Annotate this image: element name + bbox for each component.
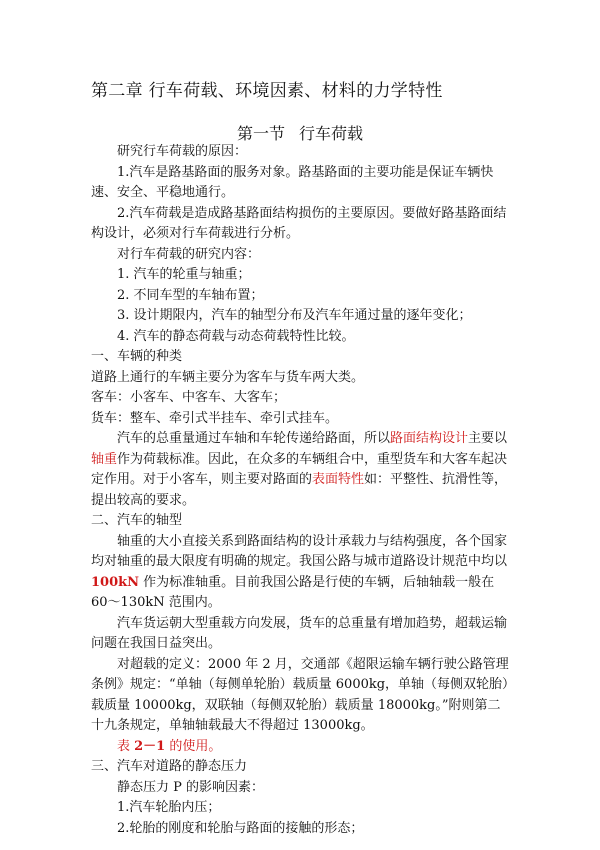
paragraph: 1.汽车是路基路面的服务对象。路基路面的主要功能是保证车辆快速、安全、平稳地通行。	[91, 164, 494, 200]
paragraph: 静态压力 P 的影响因素：	[117, 779, 265, 795]
text-run: 轴重的大小直接关系到路面结构的设计承载力与结构强度，各个国家均对轴重的最大限度有明确的规定。我国公路与城市道路设计规范中均以	[91, 533, 508, 569]
list-item: 4. 汽车的静态荷载与动态荷载特性比较。	[117, 328, 355, 344]
document-body	[91, 142, 511, 839]
text-run: 的使用。	[165, 738, 222, 754]
paragraph-axle	[91, 532, 511, 614]
text-run: 作为标准轴重。目前我国公路是行使的车辆，后轴轴载一般在 60～130kN 范围内。	[91, 574, 495, 610]
section-title	[0, 121, 600, 144]
heading-vehicle-types: 一、车辆的种类	[91, 349, 183, 364]
list-item: 2. 不同车型的车轴布置；	[117, 287, 264, 303]
text-run: 汽车的总重量通过车轴和车轮传递给路面，所以	[117, 431, 391, 446]
section-number: 第一节	[236, 124, 285, 143]
list-item: 1. 汽车的轮重与轴重；	[117, 267, 251, 282]
paragraph-total-weight	[91, 429, 511, 511]
paragraph: 对行车荷载的研究内容：	[117, 246, 261, 262]
paragraph: 货车：整车、牵引式半挂车、牵引式挂车。	[91, 410, 339, 426]
text-run: 如：平整性、抗滑性等，提出较高的要求。	[91, 472, 508, 508]
paragraph: 2.汽车荷载是造成路基路面结构损伤的主要原因。要做好路基路面结构设计，必须对行车荷载进行分析。	[91, 205, 507, 241]
highlight-text: 表面特性	[312, 472, 365, 487]
list-item: 1.汽车轮胎内压；	[117, 800, 221, 815]
paragraph: 道路上通行的车辆主要分为客车与货车两大类。	[91, 369, 365, 385]
highlight-text: 轴重	[91, 451, 118, 467]
list-item: 3. 设计期限内，汽车的轴型分布及汽车年通过量的逐年变化；	[117, 308, 472, 323]
highlight-text: 路面结构设计	[390, 431, 469, 446]
highlight-text: 100kN	[91, 574, 140, 590]
text-run: 表	[117, 738, 135, 754]
chapter-title: 第二章 行车荷载、环境因素、材料的力学特性	[91, 81, 443, 101]
paragraph-overload: 对超载的定义：2000 年 2 月，交通部《超限运输车辆行驶公路管理条例》规定：“单轴（每侧单轮胎）载质量 6000kg，单轴（每侧双轮胎）载质量 10000kg，双联轴（每侧双轮胎）载质量 18000kg。”附则第二十九条规定，单轴轴载最大不得超过 13000kg。	[91, 656, 509, 733]
heading-axle-type: 二、汽车的轴型	[91, 513, 183, 528]
text-run: 主要以	[468, 431, 508, 446]
text-run: 作为荷载标准。因此，在众多的车辆组合中，重型货车和大客车起决定作用。对于小客车，则主要对路面的	[91, 451, 508, 487]
table-reference	[91, 737, 511, 758]
paragraph: 汽车货运朝大型重载方向发展，货车的总重量有增加趋势，超载运输问题在我国日益突出。	[91, 615, 508, 651]
text-run: 2－1	[134, 738, 166, 754]
section-name: 行车荷载	[299, 124, 364, 143]
heading-static-pressure: 三、汽车对道路的静态压力	[91, 759, 248, 774]
paragraph: 研究行车荷载的原因：	[117, 144, 248, 159]
list-item: 2.轮胎的刚度和轮胎与路面的接触的形态；	[117, 820, 364, 836]
paragraph: 客车：小客车、中客车、大客车；	[91, 390, 287, 405]
